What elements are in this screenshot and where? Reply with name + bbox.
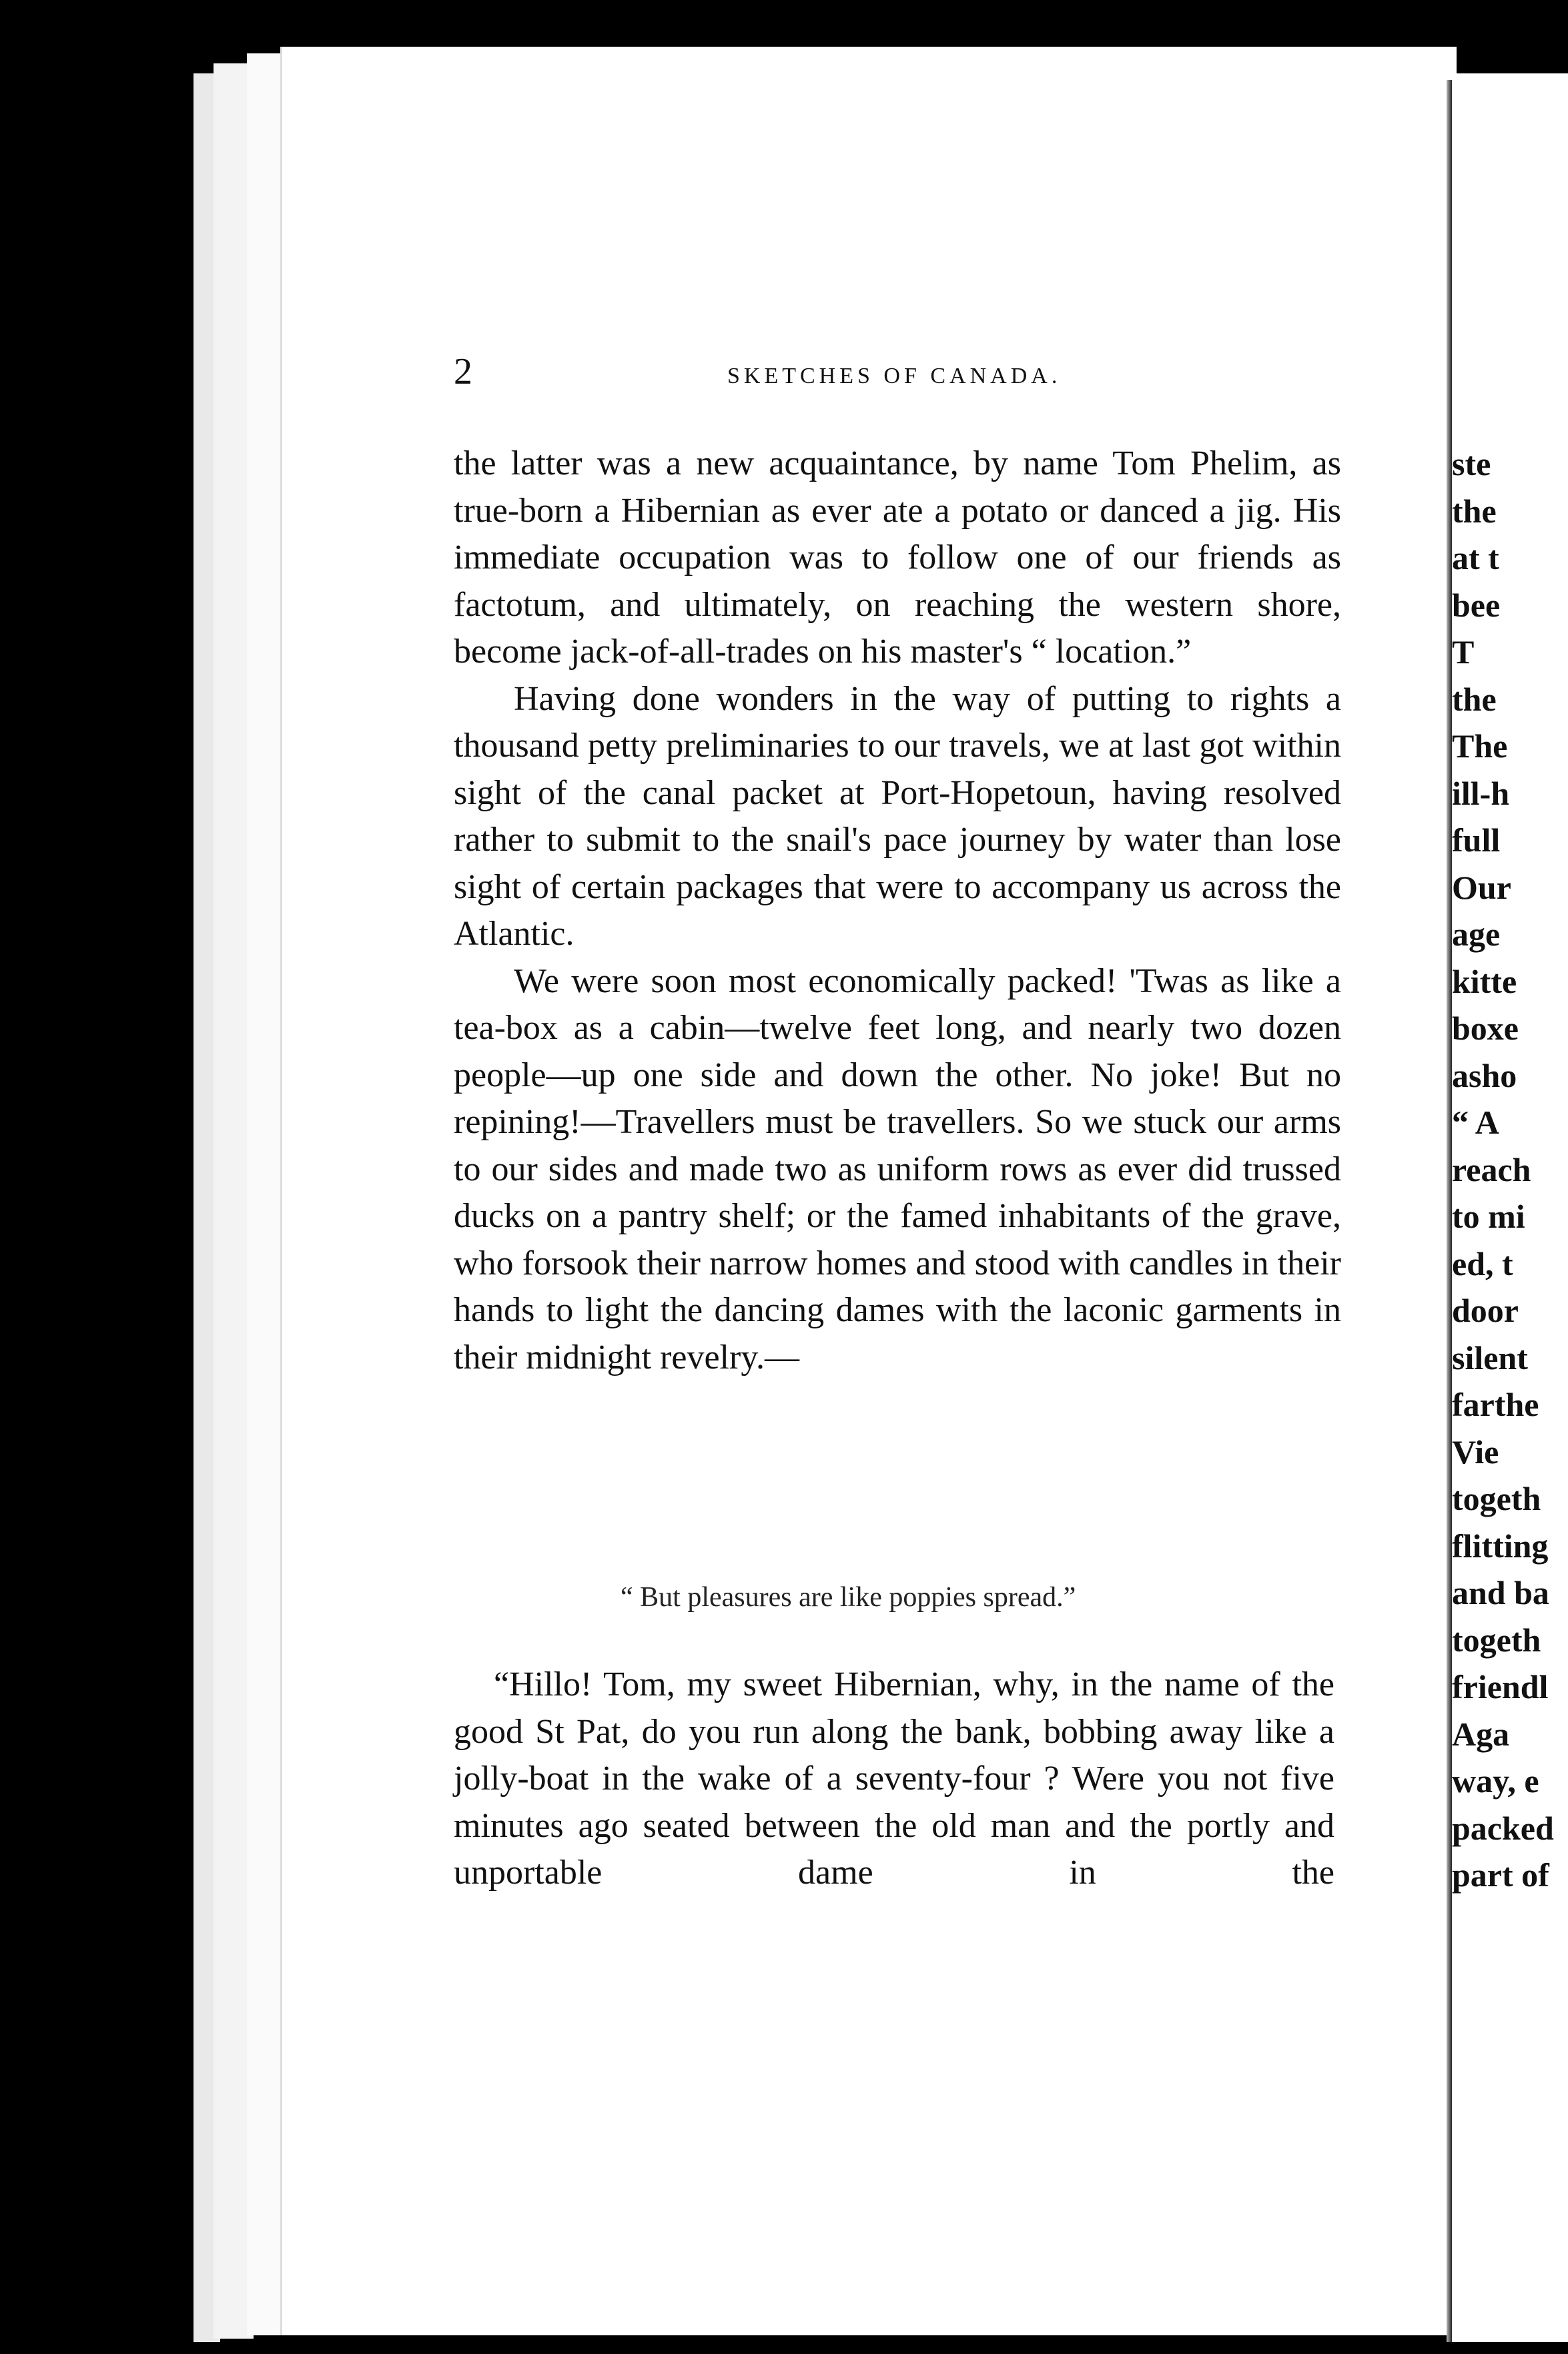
paragraph: Having done wonders in the way of putting to rights a thousand petty preliminaries to our travels, we at last got within sight of the canal packet at Port-Hopetoun, having resolved rather to submit to the snail's pace journey by water than lose sight of certain packages that were to accompany us across the Atlantic. — [454, 679, 1341, 953]
facing-page-fragment: age — [1452, 915, 1501, 953]
closing-paragraph — [454, 1661, 1334, 1897]
facing-page-fragment: way, e — [1452, 1762, 1539, 1800]
paragraph: “Hillo! Tom, my sweet Hibernian, why, in the name of the good St Pat, do you run along the bank, bobbing away like a jolly-boat in the wake of a seventy-four ? Were you not five minutes ago seated between the old man and the portly and unportable dame in the — [454, 1665, 1334, 1892]
running-title: SKETCHES OF CANADA. — [727, 364, 1062, 388]
book-gutter — [1447, 80, 1452, 2342]
facing-page-fragment: ste — [1452, 445, 1491, 482]
page-number: 2 — [454, 351, 476, 392]
facing-page-fragment: bee — [1452, 586, 1501, 624]
facing-page-fragment: “ A — [1452, 1104, 1499, 1141]
facing-page-fragment: Vie — [1452, 1433, 1499, 1471]
facing-page-fragment: flitting — [1452, 1527, 1549, 1565]
facing-page-fragment: the — [1452, 680, 1497, 718]
facing-page-fragment: reach — [1452, 1150, 1531, 1188]
facing-page — [1452, 73, 1568, 2342]
facing-page-fragment: the — [1452, 492, 1497, 530]
facing-page-fragment: and ba — [1452, 1574, 1549, 1611]
facing-page-fragment: Our — [1452, 868, 1511, 906]
facing-page-fragment: at t — [1452, 539, 1499, 576]
paragraph: the latter was a new acquaintance, by name Tom Phelim, as true-born a Hibernian as ever ate a potato or danced a jig. His immediate occupation was to follow one of our friends as factotum, and ultimately, on reaching the western shore, become jack-of-all-trades on his master's “ location.” — [454, 444, 1341, 671]
paragraph: We were soon most economically packed! 'Twas as like a tea-box as a cabin—twelve feet long, and nearly two dozen people—up one side and down the other. No joke! But no repining!—Travellers must be travellers. So we stuck our arms to our sides and made two as uniform rows as ever did trussed ducks on a pantry shelf; or the famed inhabitants of the grave, who forsook their narrow homes and stood with candles in their hands to light the dancing dames with the laconic garments in their midnight revelry.— — [454, 961, 1341, 1377]
facing-page-fragment: ed, t — [1452, 1244, 1513, 1282]
facing-page-fragment: asho — [1452, 1056, 1517, 1094]
epigraph-quote: “ But pleasures are like poppies spread.” — [621, 1582, 1076, 1613]
facing-page-fragment: to mi — [1452, 1198, 1525, 1235]
facing-page-fragment: Aga — [1452, 1715, 1510, 1753]
facing-page-fragment: kitte — [1452, 962, 1517, 1000]
facing-page-fragment: boxe — [1452, 1010, 1519, 1047]
facing-page-fragment: togeth — [1452, 1621, 1541, 1659]
facing-page-fragment: ill-h — [1452, 774, 1510, 812]
facing-page-fragment: togeth — [1452, 1480, 1541, 1517]
facing-page-fragment: part of — [1452, 1856, 1549, 1894]
facing-page-fragment: The — [1452, 727, 1508, 765]
facing-page-fragment: packed — [1452, 1809, 1554, 1847]
facing-page-fragment: full — [1452, 821, 1501, 859]
facing-page-fragment: silent — [1452, 1338, 1528, 1377]
facing-page-fragment: door — [1452, 1292, 1519, 1329]
facing-page-fragment: friendl — [1452, 1668, 1549, 1705]
body-text — [454, 440, 1341, 1381]
facing-page-fragment: farthe — [1452, 1386, 1539, 1423]
facing-page-fragment: T — [1452, 633, 1475, 671]
